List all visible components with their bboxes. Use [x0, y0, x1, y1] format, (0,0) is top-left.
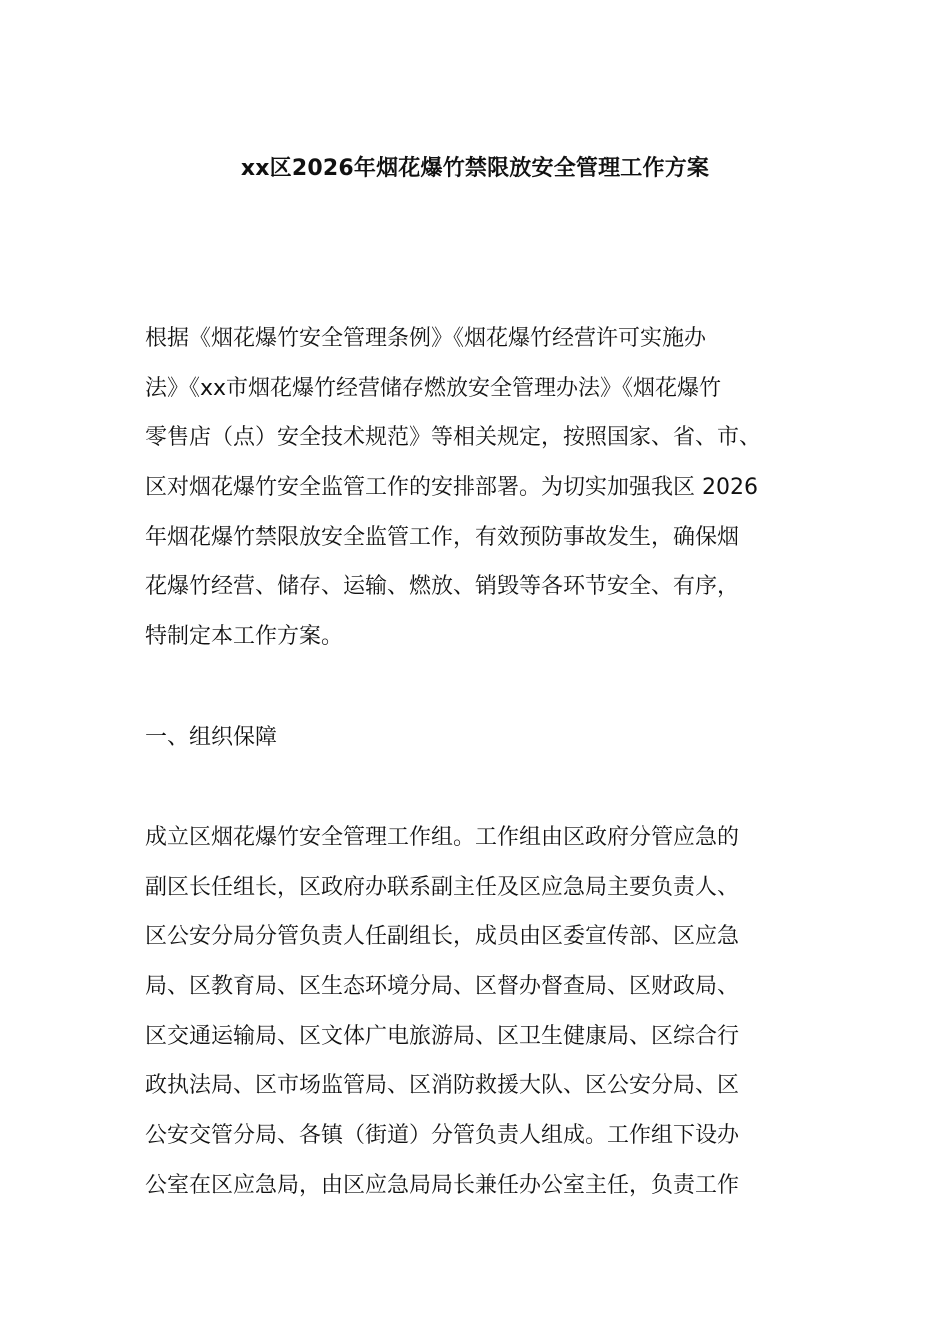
section-line: 局、区教育局、区生态环境分局、区督办督查局、区财政局、	[145, 974, 740, 1000]
section-line: 成立区烟花爆竹安全管理工作组。工作组由区政府分管应急的	[145, 825, 740, 850]
intro-line: 特制定本工作方案。	[145, 624, 344, 650]
section-line: 副区长任组长，区政府办联系副主任及区应急局主要负责人、	[145, 874, 740, 900]
section-line: 公安交管分局、各镇（街道）分管负责人组成。工作组下设办	[145, 1123, 740, 1149]
intro-line: 年烟花爆竹禁限放安全监管工作，有效预防事故发生，确保烟	[145, 524, 740, 550]
intro-line: 区对烟花爆竹安全监管工作的安排部署。为切实加强我区 2026	[145, 475, 758, 501]
intro-line: 法》《xx市烟花爆竹经营储存燃放安全管理办法》《烟花爆竹	[145, 375, 722, 401]
intro-paragraph	[145, 314, 817, 662]
section-paragraph	[145, 813, 817, 1211]
section-line: 区公安分局分管负责人任副组长，成员由区委宣传部、区应急	[145, 924, 740, 950]
document-title: xx区2026年烟花爆竹禁限放安全管理工作方案	[240, 156, 710, 181]
intro-line: 零售店（点）安全技术规范》等相关规定，按照国家、省、市、	[145, 425, 762, 451]
section-line: 政执法局、区市场监管局、区消防救援大队、区公安分局、区	[145, 1073, 740, 1099]
section-line: 公室在区应急局，由区应急局局长兼任办公室主任，负责工作	[145, 1172, 740, 1198]
intro-line: 花爆竹经营、储存、运输、燃放、销毁等各环节安全、有序，	[145, 574, 740, 600]
section-heading	[145, 713, 817, 763]
section-line: 区交通运输局、区文体广电旅游局、区卫生健康局、区综合行	[145, 1023, 740, 1049]
intro-line: 根据《烟花爆竹安全管理条例》《烟花爆竹经营许可实施办	[145, 326, 707, 351]
section-heading-text: 一、组织保障	[145, 725, 278, 750]
